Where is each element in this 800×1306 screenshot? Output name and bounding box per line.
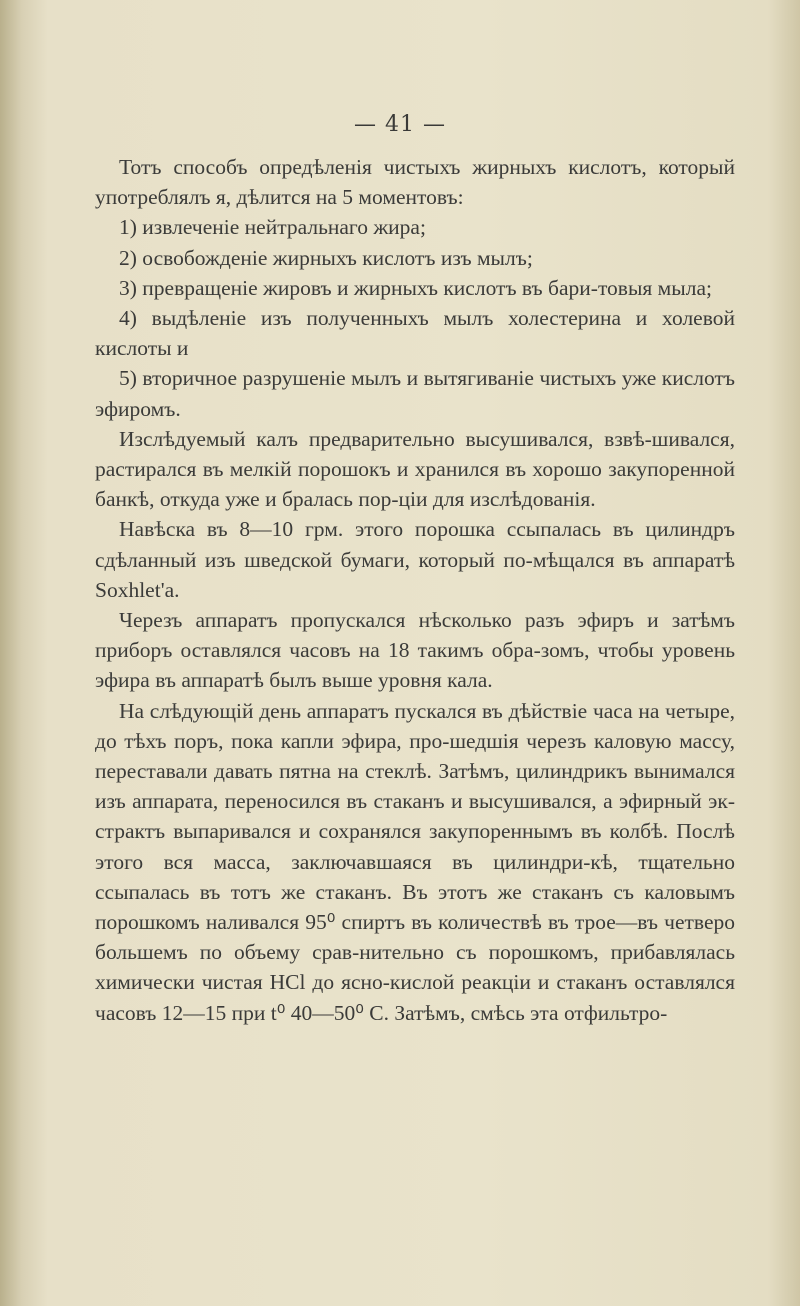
- paragraph: На слѣдующій день аппаратъ пускался въ дѣйствіе часа на четыре, до тѣхъ поръ, пока капли эфира, про-шедшія черезъ каловую массу, переставали давать пятна на стеклѣ. Затѣмъ, цилиндрикъ вынимался изъ аппарата, переносился въ стаканъ и высушивался, а эфирный эк-страктъ выпаривался и сохранялся закупореннымъ въ колбѣ. Послѣ этого вся масса, заключавшаяся въ цилиндри-кѣ, тщательно ссыпалась въ тотъ же стаканъ. Въ этотъ же стаканъ съ каловымъ порошкомъ наливался 95⁰ спиртъ въ количествѣ въ трое—въ четверо большемъ по объему срав-нительно съ порошкомъ, прибавлялась химически чистая HCl до ясно-кислой реакціи и стаканъ оставлялся часовъ 12—15 при t⁰ 40—50⁰ C. Затѣмъ, смѣсь эта отфильтро-: [95, 698, 735, 1025]
- list-item: 3) превращеніе жировъ и жирныхъ кислотъ въ бари-товыя мыла;: [119, 275, 712, 300]
- paragraph: Изслѣдуемый калъ предварительно высушивался, взвѣ-шивался, растирался въ мелкій порошокъ и хранился въ хорошо закупоренной банкѣ, откуда уже и бралась пор-ціи для изслѣдованія.: [95, 426, 735, 512]
- paragraph: Черезъ аппаратъ пропускался нѣсколько разъ эфиръ и затѣмъ приборъ оставлялся часовъ на 18 такимъ обра-зомъ, чтобы уровень эфира въ аппаратѣ былъ выше уровня кала.: [95, 608, 735, 693]
- list-item: 1) извлеченіе нейтральнаго жира;: [119, 215, 426, 240]
- list-item: 4) выдѣленіе изъ полученныхъ мылъ холестерина и холевой кислоты и: [95, 306, 735, 361]
- list-item: 5) вторичное разрушеніе мылъ и вытягиваніе чистыхъ уже кислотъ эфиромъ.: [95, 366, 735, 421]
- paragraph: Навѣска въ 8—10 грм. этого порошка ссыпалась въ цилиндръ сдѣланный изъ шведской бумаги, который по-мѣщался въ аппаратѣ Soxhlet'а.: [95, 517, 735, 602]
- paragraph: Тотъ способъ опредѣленія чистыхъ жирныхъ кислотъ, который употреблялъ я, дѣлится на 5 моментовъ:: [95, 155, 735, 210]
- body-text: [95, 152, 735, 1028]
- list-item: 2) освобожденіе жирныхъ кислотъ изъ мылъ;: [119, 245, 533, 270]
- page-number: — 41 —: [354, 112, 446, 137]
